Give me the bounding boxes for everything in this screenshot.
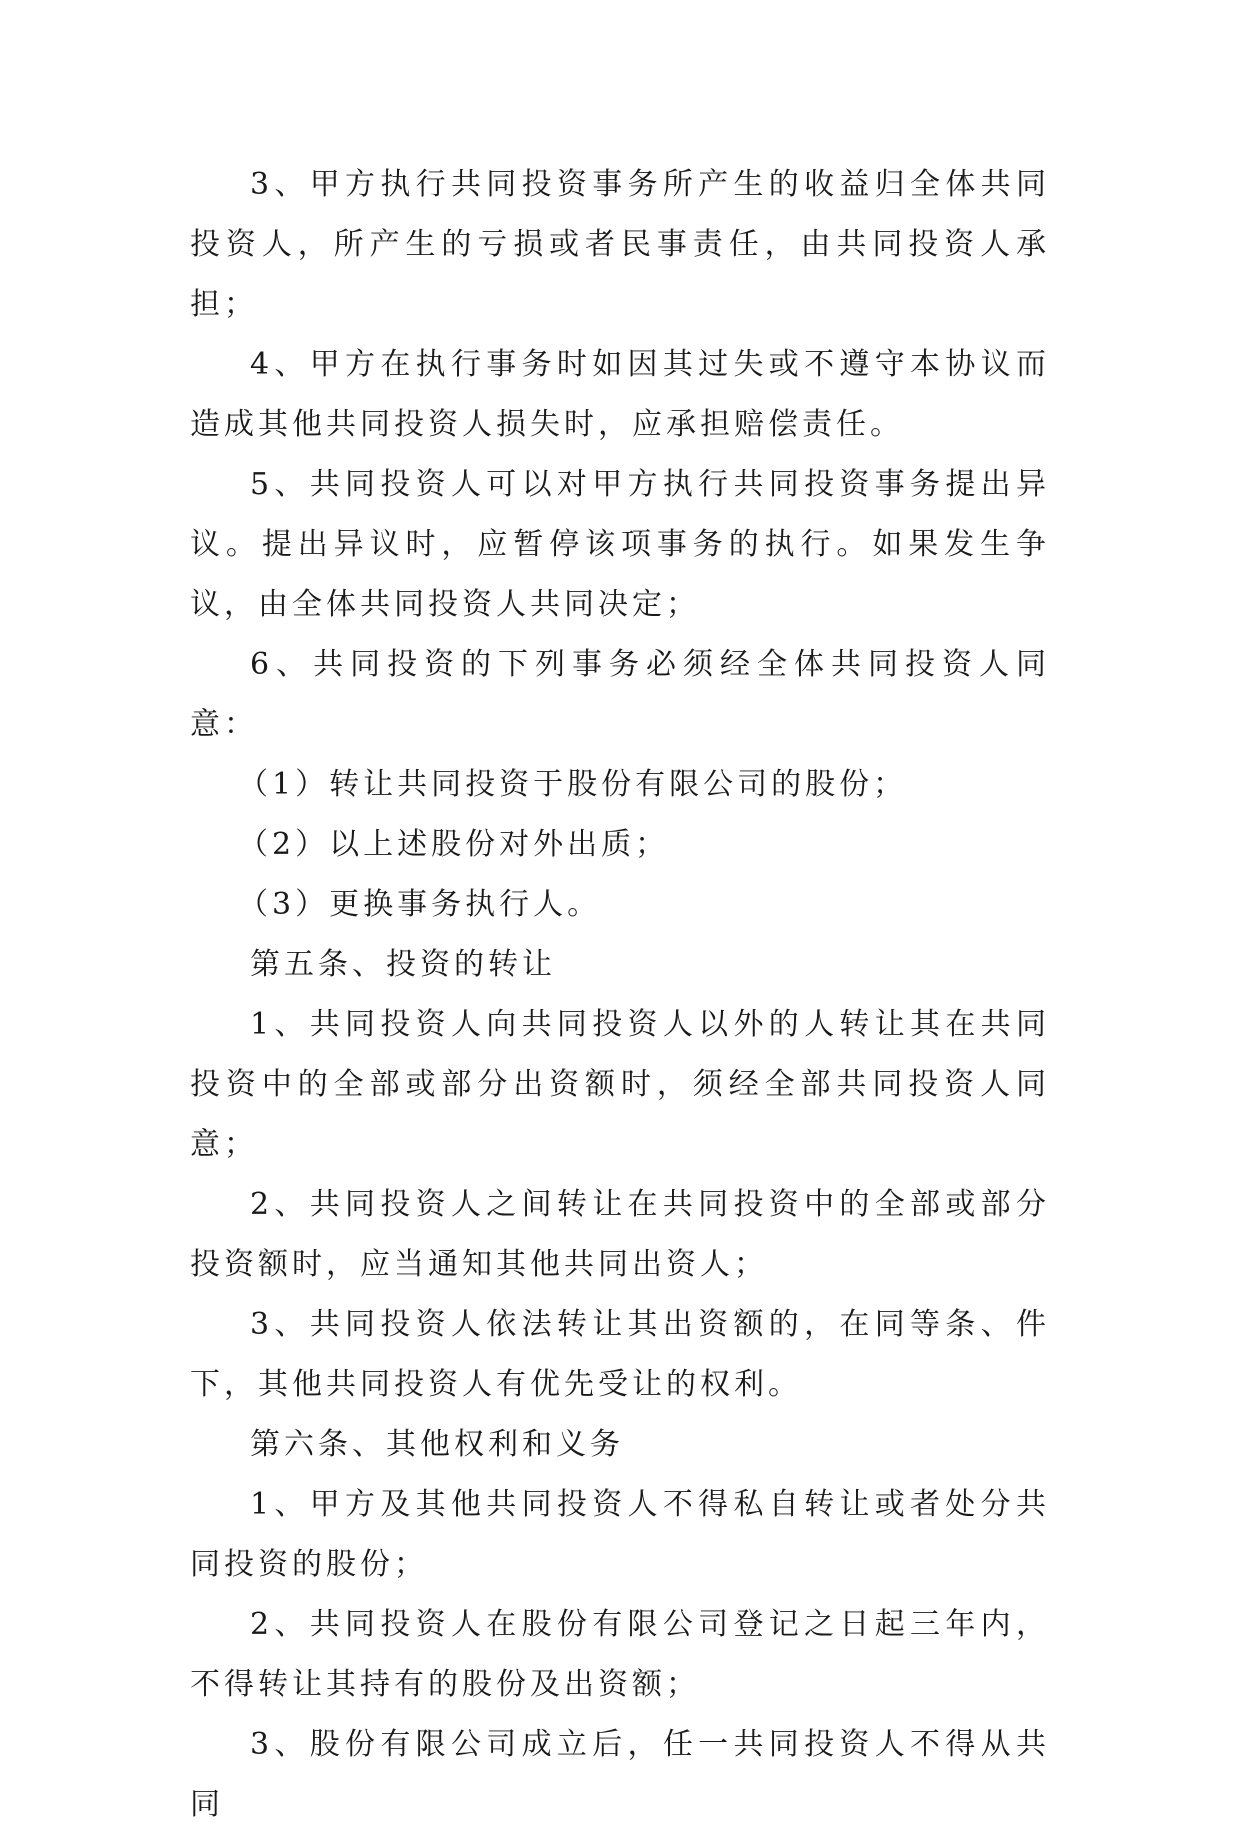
paragraph-clause-4-4: 4、甲方在执行事务时如因其过失或不遵守本协议而造成其他共同投资人损失时，应承担赔偿责任。 (190, 347, 1050, 442)
paragraph-clause-4-5: 5、共同投资人可以对甲方执行共同投资事务提出异议。提出异议时，应暂停该项事务的执行。如果发生争议，由全体共同投资人共同决定； (190, 467, 1050, 622)
document-body (190, 155, 1050, 1835)
section-heading-article-6: 第六条、其他权利和义务 (250, 1427, 624, 1462)
section-heading-article-5: 第五条、投资的转让 (250, 947, 556, 982)
list-item-1: （1）转让共同投资于股份有限公司的股份； (238, 767, 908, 802)
paragraph-clause-6-3: 3、股份有限公司成立后，任一共同投资人不得从共同 (190, 1727, 1050, 1822)
paragraph-clause-5-2: 2、共同投资人之间转让在共同投资中的全部或部分投资额时，应当通知其他共同出资人； (190, 1187, 1050, 1282)
list-item-2: （2）以上述股份对外出质； (238, 827, 670, 862)
paragraph-clause-4-6: 6、共同投资的下列事务必须经全体共同投资人同意： (190, 647, 1050, 742)
list-item-3: （3）更换事务执行人。 (238, 887, 602, 922)
paragraph-clause-6-1: 1、甲方及其他共同投资人不得私自转让或者处分共同投资的股份； (190, 1487, 1050, 1582)
paragraph-clause-4-3: 3、甲方执行共同投资事务所产生的收益归全体共同投资人，所产生的亏损或者民事责任，由共同投资人承担； (190, 167, 1050, 322)
paragraph-clause-5-3: 3、共同投资人依法转让其出资额的，在同等条、件下，其他共同投资人有优先受让的权利。 (190, 1307, 1050, 1402)
paragraph-clause-5-1: 1、共同投资人向共同投资人以外的人转让其在共同投资中的全部或部分出资额时，须经全部共同投资人同意； (190, 1007, 1050, 1162)
paragraph-clause-6-2: 2、共同投资人在股份有限公司登记之日起三年内，不得转让其持有的股份及出资额； (190, 1607, 1050, 1702)
